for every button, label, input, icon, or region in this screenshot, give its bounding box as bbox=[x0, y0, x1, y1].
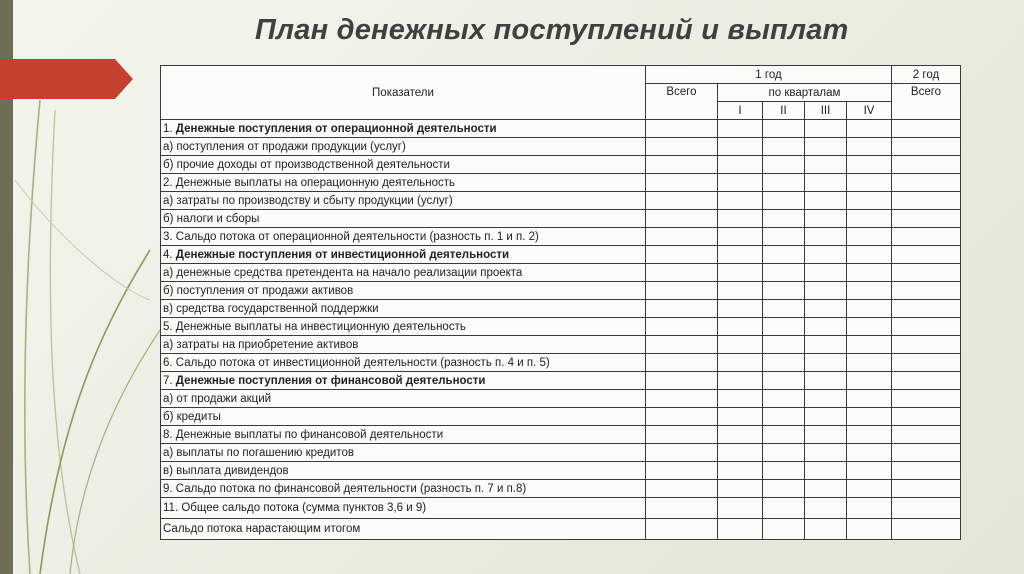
empty-cell[interactable] bbox=[892, 318, 961, 336]
empty-cell[interactable] bbox=[763, 282, 805, 300]
empty-cell[interactable] bbox=[847, 282, 892, 300]
empty-cell[interactable] bbox=[805, 408, 847, 426]
row-text: в) выплата дивидендов bbox=[163, 464, 289, 477]
empty-cell[interactable] bbox=[763, 426, 805, 444]
empty-cell[interactable] bbox=[847, 300, 892, 318]
empty-cell[interactable] bbox=[847, 354, 892, 372]
row-text: Денежные поступления от операционной деятельности bbox=[172, 122, 497, 135]
empty-cell[interactable] bbox=[847, 480, 892, 498]
page-title: План денежных поступлений и выплат bbox=[255, 14, 849, 46]
empty-cell[interactable] bbox=[763, 264, 805, 282]
header-year-2: 2 год bbox=[892, 66, 961, 84]
empty-cell[interactable] bbox=[646, 444, 718, 462]
row-label bbox=[161, 264, 646, 282]
header-quarter: II bbox=[763, 102, 805, 120]
empty-cell[interactable] bbox=[847, 462, 892, 480]
row-number: 7. bbox=[163, 374, 173, 387]
empty-cell[interactable] bbox=[763, 408, 805, 426]
empty-cell[interactable] bbox=[805, 156, 847, 174]
empty-cell[interactable] bbox=[718, 300, 763, 318]
empty-cell[interactable] bbox=[847, 390, 892, 408]
empty-cell[interactable] bbox=[718, 228, 763, 246]
empty-cell[interactable] bbox=[718, 264, 763, 282]
table-row bbox=[161, 372, 961, 390]
empty-cell[interactable] bbox=[763, 174, 805, 192]
empty-cell[interactable] bbox=[763, 390, 805, 408]
empty-cell[interactable] bbox=[892, 519, 961, 540]
empty-cell[interactable] bbox=[646, 228, 718, 246]
row-label bbox=[161, 246, 646, 264]
empty-cell[interactable] bbox=[847, 372, 892, 390]
empty-cell[interactable] bbox=[847, 264, 892, 282]
empty-cell[interactable] bbox=[718, 444, 763, 462]
empty-cell[interactable] bbox=[763, 336, 805, 354]
empty-cell[interactable] bbox=[892, 174, 961, 192]
row-label bbox=[161, 210, 646, 228]
row-number: 1. bbox=[163, 122, 173, 135]
empty-cell[interactable] bbox=[763, 444, 805, 462]
empty-cell[interactable] bbox=[892, 390, 961, 408]
table-row bbox=[161, 300, 961, 318]
empty-cell[interactable] bbox=[718, 174, 763, 192]
row-text: 2. Денежные выплаты на операционную деятельность bbox=[163, 176, 456, 189]
empty-cell[interactable] bbox=[763, 138, 805, 156]
row-text: 11. Общее сальдо потока (сумма пунктов 3,6 и 9) bbox=[163, 502, 427, 514]
row-label bbox=[161, 519, 646, 540]
empty-cell[interactable] bbox=[646, 426, 718, 444]
empty-cell[interactable] bbox=[763, 246, 805, 264]
row-label bbox=[161, 174, 646, 192]
row-label bbox=[161, 156, 646, 174]
row-text: 8. Денежные выплаты по финансовой деятельности bbox=[163, 428, 444, 441]
empty-cell[interactable] bbox=[847, 498, 892, 519]
table-row bbox=[161, 354, 961, 372]
empty-cell[interactable] bbox=[892, 408, 961, 426]
empty-cell[interactable] bbox=[763, 120, 805, 138]
row-number: 4. bbox=[163, 248, 173, 261]
empty-cell[interactable] bbox=[847, 174, 892, 192]
empty-cell[interactable] bbox=[763, 519, 805, 540]
empty-cell[interactable] bbox=[892, 138, 961, 156]
empty-cell[interactable] bbox=[646, 390, 718, 408]
empty-cell[interactable] bbox=[805, 174, 847, 192]
empty-cell[interactable] bbox=[892, 372, 961, 390]
empty-cell[interactable] bbox=[892, 336, 961, 354]
table-row bbox=[161, 264, 961, 282]
empty-cell[interactable] bbox=[763, 300, 805, 318]
empty-cell[interactable] bbox=[646, 192, 718, 210]
table-row bbox=[161, 246, 961, 264]
empty-cell[interactable] bbox=[646, 300, 718, 318]
empty-cell[interactable] bbox=[718, 246, 763, 264]
empty-cell[interactable] bbox=[847, 519, 892, 540]
table-row bbox=[161, 336, 961, 354]
row-label bbox=[161, 228, 646, 246]
empty-cell[interactable] bbox=[646, 336, 718, 354]
empty-cell[interactable] bbox=[847, 336, 892, 354]
row-text: Денежные поступления от финансовой деятельности bbox=[172, 374, 486, 387]
empty-cell[interactable] bbox=[847, 408, 892, 426]
table-row bbox=[161, 480, 961, 498]
empty-cell[interactable] bbox=[646, 318, 718, 336]
empty-cell[interactable] bbox=[718, 519, 763, 540]
empty-cell[interactable] bbox=[718, 408, 763, 426]
empty-cell[interactable] bbox=[763, 228, 805, 246]
empty-cell[interactable] bbox=[892, 282, 961, 300]
row-text: а) от продажи акций bbox=[163, 392, 272, 405]
empty-cell[interactable] bbox=[718, 372, 763, 390]
empty-cell[interactable] bbox=[646, 480, 718, 498]
empty-cell[interactable] bbox=[892, 444, 961, 462]
empty-cell[interactable] bbox=[718, 120, 763, 138]
row-text: б) налоги и сборы bbox=[163, 212, 260, 225]
empty-cell[interactable] bbox=[805, 138, 847, 156]
empty-cell[interactable] bbox=[718, 156, 763, 174]
row-label bbox=[161, 138, 646, 156]
empty-cell[interactable] bbox=[718, 336, 763, 354]
table-row bbox=[161, 156, 961, 174]
table-row bbox=[161, 174, 961, 192]
empty-cell[interactable] bbox=[847, 318, 892, 336]
empty-cell[interactable] bbox=[646, 174, 718, 192]
empty-cell[interactable] bbox=[892, 426, 961, 444]
empty-cell[interactable] bbox=[718, 498, 763, 519]
table-row bbox=[161, 192, 961, 210]
row-label bbox=[161, 318, 646, 336]
empty-cell[interactable] bbox=[892, 246, 961, 264]
empty-cell[interactable] bbox=[847, 246, 892, 264]
empty-cell[interactable] bbox=[805, 300, 847, 318]
row-label bbox=[161, 390, 646, 408]
empty-cell[interactable] bbox=[892, 480, 961, 498]
empty-cell[interactable] bbox=[847, 156, 892, 174]
empty-cell[interactable] bbox=[763, 192, 805, 210]
row-text: Сальдо потока нарастающим итогом bbox=[163, 523, 361, 535]
table-row bbox=[161, 282, 961, 300]
row-label bbox=[161, 462, 646, 480]
row-text: а) поступления от продажи продукции (услуг) bbox=[163, 140, 406, 153]
empty-cell[interactable] bbox=[646, 498, 718, 519]
empty-cell[interactable] bbox=[805, 462, 847, 480]
empty-cell[interactable] bbox=[805, 519, 847, 540]
table-row bbox=[161, 498, 961, 519]
table-row bbox=[161, 228, 961, 246]
empty-cell[interactable] bbox=[892, 264, 961, 282]
empty-cell[interactable] bbox=[805, 354, 847, 372]
row-label bbox=[161, 282, 646, 300]
empty-cell[interactable] bbox=[892, 120, 961, 138]
row-text: 9. Сальдо потока по финансовой деятельности (разность п. 7 и п.8) bbox=[163, 482, 527, 495]
empty-cell[interactable] bbox=[847, 138, 892, 156]
empty-cell[interactable] bbox=[763, 318, 805, 336]
empty-cell[interactable] bbox=[892, 498, 961, 519]
table-row bbox=[161, 408, 961, 426]
row-text: 5. Денежные выплаты на инвестиционную деятельность bbox=[163, 320, 466, 333]
row-label bbox=[161, 120, 646, 138]
empty-cell[interactable] bbox=[646, 519, 718, 540]
empty-cell[interactable] bbox=[646, 354, 718, 372]
empty-cell[interactable] bbox=[847, 120, 892, 138]
empty-cell[interactable] bbox=[805, 228, 847, 246]
empty-cell[interactable] bbox=[646, 246, 718, 264]
empty-cell[interactable] bbox=[646, 372, 718, 390]
empty-cell[interactable] bbox=[718, 282, 763, 300]
empty-cell[interactable] bbox=[892, 462, 961, 480]
row-label bbox=[161, 498, 646, 519]
empty-cell[interactable] bbox=[763, 372, 805, 390]
empty-cell[interactable] bbox=[718, 192, 763, 210]
empty-cell[interactable] bbox=[718, 318, 763, 336]
row-text: б) кредиты bbox=[163, 410, 221, 423]
empty-cell[interactable] bbox=[646, 120, 718, 138]
table-row bbox=[161, 120, 961, 138]
empty-cell[interactable] bbox=[646, 210, 718, 228]
row-text: б) поступления от продажи активов bbox=[163, 284, 354, 297]
row-label bbox=[161, 354, 646, 372]
header-quarter: III bbox=[805, 102, 847, 120]
empty-cell[interactable] bbox=[646, 462, 718, 480]
empty-cell[interactable] bbox=[718, 390, 763, 408]
empty-cell[interactable] bbox=[718, 426, 763, 444]
empty-cell[interactable] bbox=[892, 210, 961, 228]
empty-cell[interactable] bbox=[847, 210, 892, 228]
table-row bbox=[161, 138, 961, 156]
row-label bbox=[161, 408, 646, 426]
empty-cell[interactable] bbox=[805, 120, 847, 138]
empty-cell[interactable] bbox=[847, 426, 892, 444]
empty-cell[interactable] bbox=[646, 264, 718, 282]
header-year-1: 1 год bbox=[646, 66, 892, 84]
empty-cell[interactable] bbox=[718, 354, 763, 372]
row-label bbox=[161, 192, 646, 210]
header-quarter: I bbox=[718, 102, 763, 120]
row-label bbox=[161, 336, 646, 354]
empty-cell[interactable] bbox=[892, 300, 961, 318]
row-label bbox=[161, 444, 646, 462]
empty-cell[interactable] bbox=[646, 408, 718, 426]
table-row bbox=[161, 462, 961, 480]
cash-flow-table bbox=[160, 65, 961, 540]
empty-cell[interactable] bbox=[763, 354, 805, 372]
table-row bbox=[161, 210, 961, 228]
empty-cell[interactable] bbox=[805, 264, 847, 282]
row-label bbox=[161, 372, 646, 390]
empty-cell[interactable] bbox=[763, 210, 805, 228]
table-row bbox=[161, 444, 961, 462]
empty-cell[interactable] bbox=[763, 480, 805, 498]
row-text: 3. Сальдо потока от операционной деятельности (разность п. 1 и п. 2) bbox=[163, 230, 539, 243]
empty-cell[interactable] bbox=[805, 210, 847, 228]
row-text: а) выплаты по погашению кредитов bbox=[163, 446, 354, 459]
row-label bbox=[161, 480, 646, 498]
row-text: 6. Сальдо потока от инвестиционной деятельности (разность п. 4 и п. 5) bbox=[163, 356, 550, 369]
empty-cell[interactable] bbox=[763, 498, 805, 519]
header-quarter: IV bbox=[847, 102, 892, 120]
row-text: а) затраты на приобретение активов bbox=[163, 338, 359, 351]
empty-cell[interactable] bbox=[718, 480, 763, 498]
header-by-quarters: по кварталам bbox=[718, 84, 892, 102]
empty-cell[interactable] bbox=[892, 228, 961, 246]
table-row bbox=[161, 318, 961, 336]
header-indicators: Показатели bbox=[161, 66, 646, 120]
red-arrow-shape bbox=[0, 59, 133, 99]
table-row bbox=[161, 426, 961, 444]
empty-cell[interactable] bbox=[646, 138, 718, 156]
empty-cell[interactable] bbox=[805, 498, 847, 519]
empty-cell[interactable] bbox=[892, 156, 961, 174]
row-label bbox=[161, 426, 646, 444]
empty-cell[interactable] bbox=[805, 426, 847, 444]
empty-cell[interactable] bbox=[892, 192, 961, 210]
empty-cell[interactable] bbox=[847, 228, 892, 246]
row-text: Денежные поступления от инвестиционной деятельности bbox=[172, 248, 510, 261]
row-text: а) затраты по производству и сбыту продукции (услуг) bbox=[163, 194, 453, 207]
header-total-year-1: Всего bbox=[646, 84, 718, 120]
empty-cell[interactable] bbox=[763, 462, 805, 480]
empty-cell[interactable] bbox=[892, 354, 961, 372]
empty-cell[interactable] bbox=[718, 462, 763, 480]
empty-cell[interactable] bbox=[805, 336, 847, 354]
empty-cell[interactable] bbox=[718, 210, 763, 228]
table-row bbox=[161, 390, 961, 408]
row-text: а) денежные средства претендента на начало реализации проекта bbox=[163, 266, 523, 279]
empty-cell[interactable] bbox=[805, 444, 847, 462]
empty-cell[interactable] bbox=[847, 444, 892, 462]
empty-cell[interactable] bbox=[646, 156, 718, 174]
empty-cell[interactable] bbox=[805, 192, 847, 210]
empty-cell[interactable] bbox=[805, 480, 847, 498]
empty-cell[interactable] bbox=[805, 390, 847, 408]
empty-cell[interactable] bbox=[805, 282, 847, 300]
row-label bbox=[161, 300, 646, 318]
empty-cell[interactable] bbox=[646, 282, 718, 300]
row-text: б) прочие доходы от производственной деятельности bbox=[163, 158, 450, 171]
empty-cell[interactable] bbox=[805, 372, 847, 390]
table-row bbox=[161, 519, 961, 540]
header-total-year-2: Всего bbox=[892, 84, 961, 120]
empty-cell[interactable] bbox=[763, 156, 805, 174]
row-text: в) средства государственной поддержки bbox=[163, 302, 379, 315]
empty-cell[interactable] bbox=[805, 246, 847, 264]
empty-cell[interactable] bbox=[805, 318, 847, 336]
empty-cell[interactable] bbox=[718, 138, 763, 156]
empty-cell[interactable] bbox=[847, 192, 892, 210]
